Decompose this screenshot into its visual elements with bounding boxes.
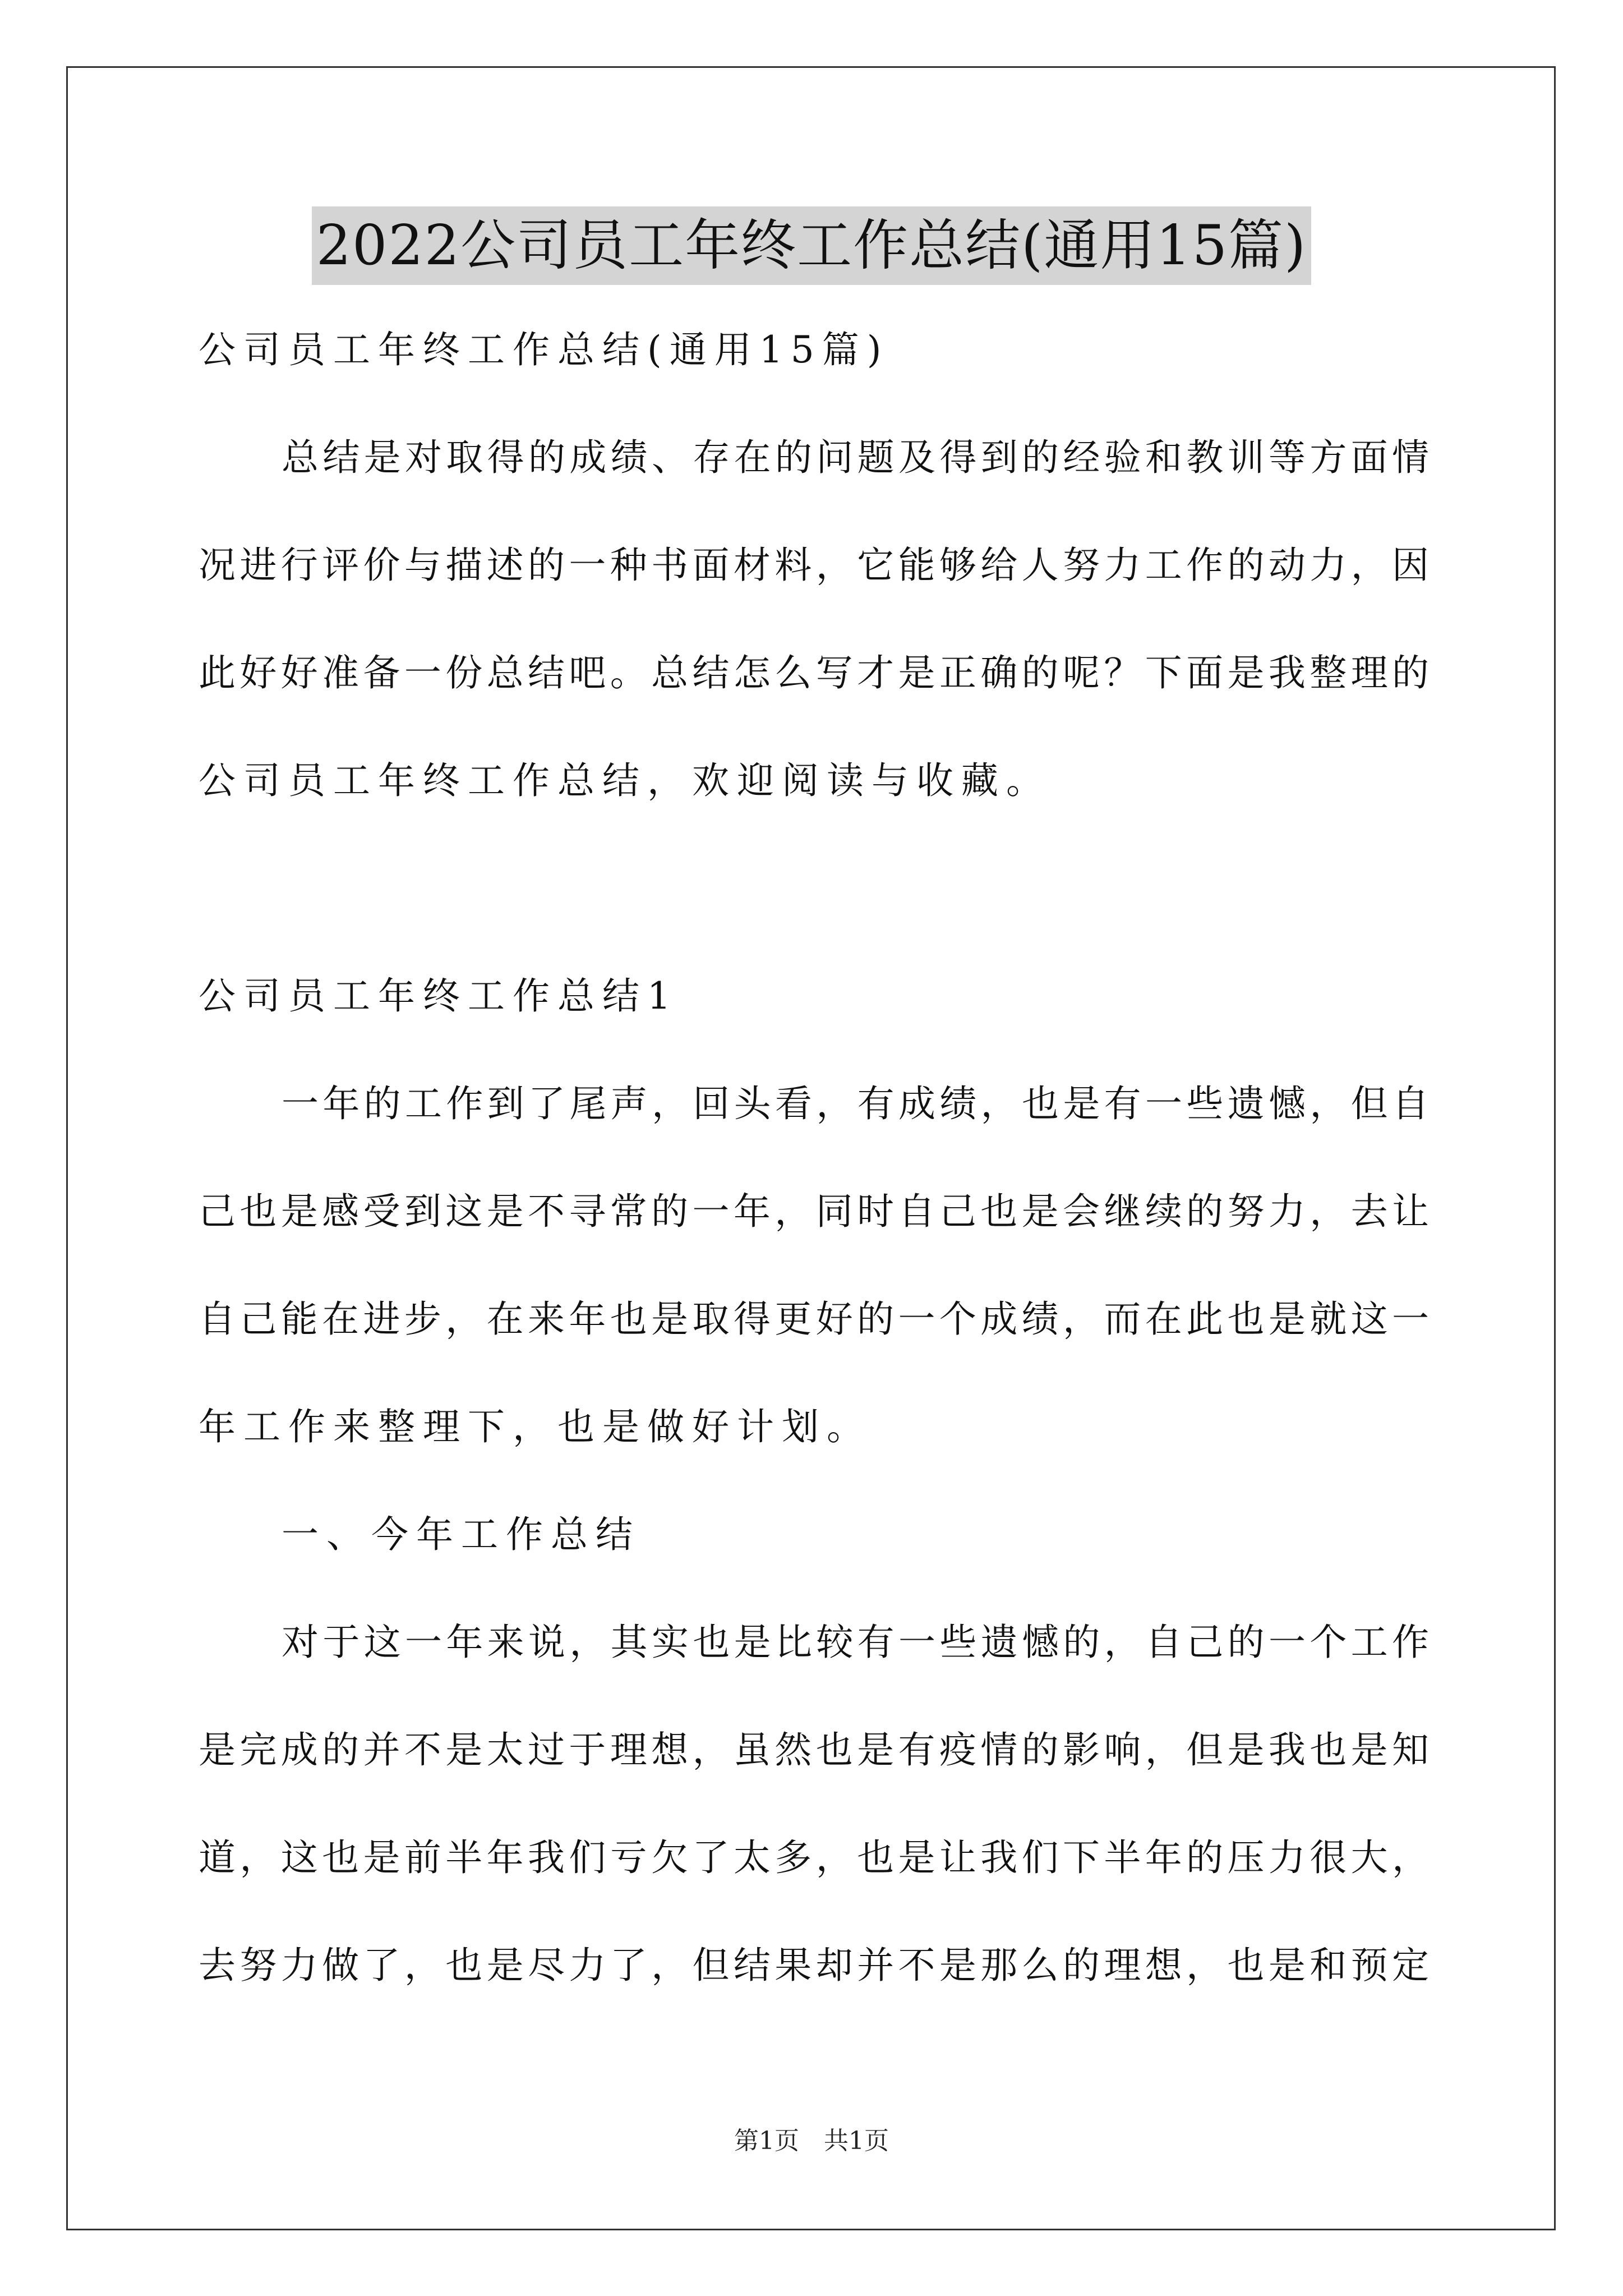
paragraph-gap <box>199 835 1432 942</box>
document-body <box>199 296 1432 2019</box>
page-footer: 第1页 共1页 <box>734 2127 889 2155</box>
paragraph-line: 一年的工作到了尾声，回头看，有成绩，也是有一些遗憾，但自 <box>282 1082 1432 1125</box>
paragraph-line: 道，这也是前半年我们亏欠了太多，也是让我们下半年的压力很大， <box>199 1836 1432 1879</box>
document-title: 2022公司员工年终工作总结(通用15篇) <box>312 206 1312 285</box>
section-heading: 公司员工年终工作总结1 <box>199 974 679 1018</box>
intro-line: 况进行评价与描述的一种书面材料，它能够给人努力工作的动力，因 <box>199 544 1432 587</box>
paragraph-line: 是完成的并不是太过于理想，虽然也是有疫情的影响，但是我也是知 <box>199 1728 1432 1772</box>
intro-line: 总结是对取得的成绩、存在的问题及得到的经验和教训等方面情 <box>282 436 1432 479</box>
paragraph-line: 自己能在进步，在来年也是取得更好的一个成绩，而在此也是就这一 <box>199 1297 1432 1341</box>
document-subtitle: 公司员工年终工作总结(通用15篇) <box>199 328 889 371</box>
paragraph-line: 己也是感受到这是不寻常的一年，同时自己也是会继续的努力，去让 <box>199 1190 1432 1233</box>
paragraph-line: 对于这一年来说，其实也是比较有一些遗憾的，自己的一个工作 <box>282 1621 1432 1664</box>
paragraph-line: 去努力做了，也是尽力了，但结果却并不是那么的理想，也是和预定 <box>199 1944 1432 1987</box>
paragraph-line: 年工作来整理下，也是做好计划。 <box>199 1405 872 1448</box>
intro-line: 此好好准备一份总结吧。总结怎么写才是正确的呢？下面是我整理的 <box>199 651 1432 694</box>
subheading: 一、今年工作总结 <box>282 1513 640 1556</box>
intro-line: 公司员工年终工作总结，欢迎阅读与收藏。 <box>199 759 1051 802</box>
title-wrapper <box>0 206 1623 285</box>
